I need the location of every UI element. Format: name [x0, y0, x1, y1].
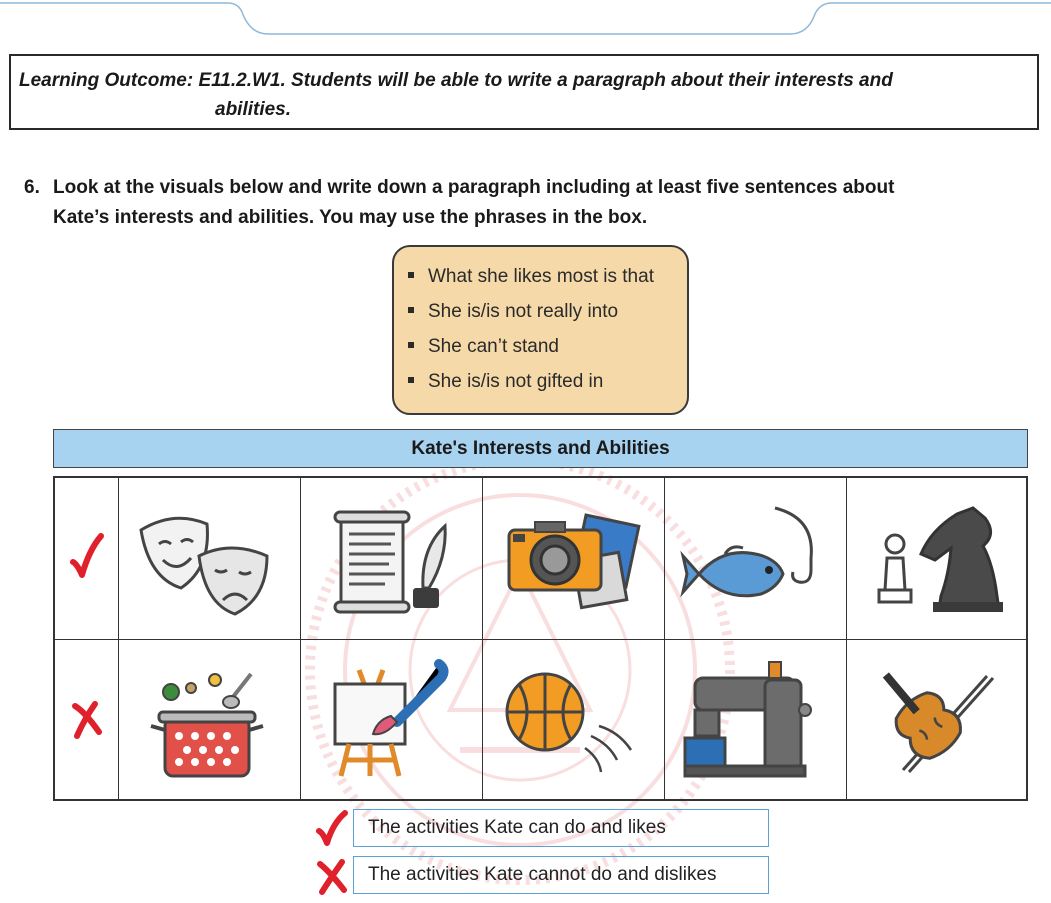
painting-easel-icon	[301, 640, 483, 800]
activity-cell	[301, 478, 483, 640]
cross-icon	[55, 640, 117, 800]
bullet-icon	[408, 377, 414, 383]
cross-icon	[312, 856, 352, 896]
cooking-pot-icon	[119, 640, 301, 800]
phrase-box	[392, 245, 689, 415]
activity-cell	[119, 640, 301, 801]
chess-pieces-icon	[847, 478, 1028, 638]
activity-cell	[847, 640, 1028, 801]
question-number: 6.	[24, 177, 40, 198]
learning-outcome-text: Learning Outcome: E11.2.W1. Students will be able to write a paragraph about their interests and	[19, 70, 893, 91]
writing-scroll-quill-icon	[301, 478, 483, 638]
activity-cell	[301, 640, 483, 801]
phrase-item: She is/is not really into	[408, 297, 654, 332]
learning-outcome-box	[9, 54, 1039, 130]
likes-mark-cell	[55, 478, 119, 640]
question-text: Look at the visuals below and write down a paragraph including at least five sentences about	[53, 177, 895, 198]
theater-masks-icon	[119, 478, 301, 638]
interests-grid	[53, 476, 1028, 801]
phrase-item: She is/is not gifted in	[408, 367, 654, 402]
activity-cell	[847, 478, 1028, 640]
activity-cell	[483, 478, 665, 640]
check-icon	[312, 809, 352, 849]
phrase-item: She can’t stand	[408, 332, 654, 367]
activity-cell	[665, 478, 847, 640]
activity-cell	[483, 640, 665, 801]
phrase-item: What she likes most is that	[408, 262, 654, 297]
basketball-icon	[483, 640, 665, 800]
activity-cell	[119, 478, 301, 640]
camera-photos-icon	[483, 478, 665, 638]
bullet-icon	[408, 342, 414, 348]
bullet-icon	[408, 307, 414, 313]
learning-outcome-text-cont: abilities.	[215, 99, 292, 120]
question-text-cont: Kate’s interests and abilities. You may use the phrases in the box.	[53, 207, 648, 228]
phrase-list	[408, 262, 654, 402]
sewing-machine-icon	[665, 640, 847, 800]
violin-icon	[847, 640, 1028, 800]
table-title: Kate's Interests and Abilities	[53, 429, 1028, 468]
check-icon	[55, 478, 117, 638]
bullet-icon	[408, 272, 414, 278]
fish-hook-icon	[665, 478, 847, 638]
legend-dislikes-label: The activities Kate cannot do and dislikes	[353, 856, 769, 894]
legend-likes-label: The activities Kate can do and likes	[353, 809, 769, 847]
top-decoration	[0, 0, 1051, 40]
dislikes-mark-cell	[55, 640, 119, 801]
activity-cell	[665, 640, 847, 801]
